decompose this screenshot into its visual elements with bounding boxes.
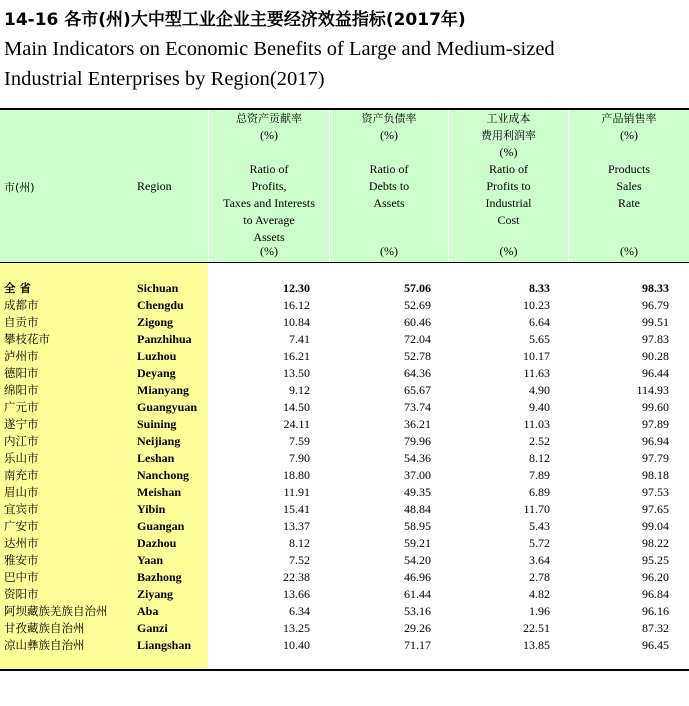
cell-region-en: Ganzi [137,621,168,635]
cell-asset-contribution: 12.30 [283,281,310,295]
cell-debt-ratio: 65.67 [404,383,431,397]
table-row [0,348,689,365]
header-region-en: Region [137,179,172,193]
cell-sales-rate: 96.20 [642,570,669,584]
cell-region-cn: 巴中市 [4,570,39,584]
cell-sales-rate: 97.83 [642,332,669,346]
table-row [0,399,689,416]
cell-region-cn: 攀枝花市 [4,332,50,346]
cell-cost-profit: 5.43 [529,519,550,533]
table-row-total [0,280,689,297]
cell-region-cn: 资阳市 [4,587,39,601]
table-row [0,314,689,331]
cell-sales-rate: 99.51 [642,315,669,329]
cell-region-en: Leshan [137,451,175,465]
cell-asset-contribution: 6.34 [289,604,310,618]
cell-debt-ratio: 79.96 [404,434,431,448]
cell-cost-profit: 9.40 [529,400,550,414]
cell-asset-contribution: 16.12 [283,298,310,312]
cell-cost-profit: 2.52 [529,434,550,448]
cell-region-en: Yaan [137,553,164,567]
cell-region-en: Panzhihua [137,332,192,346]
cell-sales-rate: 99.04 [642,519,669,533]
cell-sales-rate: 114.93 [636,383,669,397]
cell-cost-profit: 2.78 [529,570,550,584]
cell-asset-contribution: 8.12 [289,536,310,550]
header-col-sales-rate: 产品销售率 (%) Products Sales Rate (%) [601,112,657,258]
cell-sales-rate: 96.79 [642,298,669,312]
cell-cost-profit: 11.63 [523,366,550,380]
cell-cost-profit: 1.96 [529,604,550,618]
table-row [0,382,689,399]
cell-cost-profit: 4.90 [529,383,550,397]
cell-debt-ratio: 36.21 [404,417,431,431]
cell-region-cn: 德阳市 [4,366,39,380]
cell-region-en: Zigong [137,315,174,329]
table-row [0,518,689,535]
cell-cost-profit: 13.85 [523,638,550,652]
table-row [0,501,689,518]
cell-debt-ratio: 73.74 [404,400,431,414]
cell-debt-ratio: 71.17 [404,638,431,652]
cell-region-cn: 自贡市 [4,315,39,329]
cell-sales-rate: 87.32 [642,621,669,635]
cell-asset-contribution: 13.50 [283,366,310,380]
header-col-asset-contribution: 总资产贡献率 (%) Ratio of Profits, Taxes and Interests to Average Assets (%) [223,112,315,258]
cell-sales-rate: 97.89 [642,417,669,431]
cell-debt-ratio: 49.35 [404,485,431,499]
cell-asset-contribution: 7.41 [289,332,310,346]
cell-debt-ratio: 61.44 [404,587,431,601]
cell-region-en: Sichuan [137,281,179,295]
cell-asset-contribution: 13.66 [283,587,310,601]
table-row [0,416,689,433]
cell-asset-contribution: 22.38 [283,570,310,584]
cell-region-en: Suining [137,417,177,431]
cell-cost-profit: 11.03 [523,417,550,431]
cell-cost-profit: 10.17 [523,349,550,363]
page-subtitle-en-line2: Industrial Enterprises by Region(2017) [4,68,325,90]
cell-sales-rate: 96.16 [642,604,669,618]
cell-cost-profit: 10.23 [523,298,550,312]
cell-debt-ratio: 72.04 [404,332,431,346]
table-header-rule [0,262,689,263]
cell-cost-profit: 5.65 [529,332,550,346]
cell-debt-ratio: 54.20 [404,553,431,567]
cell-region-cn: 泸州市 [4,349,39,363]
cell-region-cn: 乐山市 [4,451,39,465]
cell-debt-ratio: 60.46 [404,315,431,329]
cell-sales-rate: 96.84 [642,587,669,601]
cell-sales-rate: 96.44 [642,366,669,380]
cell-cost-profit: 8.12 [529,451,550,465]
cell-asset-contribution: 24.11 [283,417,310,431]
cell-sales-rate: 97.65 [642,502,669,516]
cell-asset-contribution: 7.59 [289,434,310,448]
cell-region-en: Yibin [137,502,166,516]
cell-region-cn: 阿坝藏族羌族自治州 [4,604,108,618]
cell-cost-profit: 22.51 [523,621,550,635]
cell-sales-rate: 99.60 [642,400,669,414]
cell-region-cn: 内江市 [4,434,39,448]
cell-sales-rate: 96.45 [642,638,669,652]
cell-region-en: Nanchong [137,468,190,482]
cell-cost-profit: 6.89 [529,485,550,499]
cell-region-cn: 雅安市 [4,553,39,567]
cell-asset-contribution: 7.52 [289,553,310,567]
cell-asset-contribution: 18.80 [283,468,310,482]
table-row [0,620,689,637]
cell-region-cn: 宜宾市 [4,502,39,516]
cell-sales-rate: 96.94 [642,434,669,448]
page-title: 14-16 各市(州)大中型工业企业主要经济效益指标(2017年) [4,10,466,30]
cell-debt-ratio: 54.36 [404,451,431,465]
cell-region-cn: 成都市 [4,298,39,312]
table-row [0,535,689,552]
cell-sales-rate: 98.22 [642,536,669,550]
table-row [0,586,689,603]
cell-asset-contribution: 10.40 [283,638,310,652]
cell-region-en: Chengdu [137,298,184,312]
cell-asset-contribution: 13.37 [283,519,310,533]
table-row [0,365,689,382]
cell-region-cn: 广安市 [4,519,39,533]
cell-debt-ratio: 37.00 [404,468,431,482]
cell-asset-contribution: 13.25 [283,621,310,635]
cell-cost-profit: 4.82 [529,587,550,601]
cell-region-en: Liangshan [137,638,192,652]
cell-cost-profit: 3.64 [529,553,550,567]
cell-sales-rate: 97.53 [642,485,669,499]
cell-region-cn: 遂宁市 [4,417,39,431]
table-row [0,637,689,654]
cell-cost-profit: 6.64 [529,315,550,329]
cell-asset-contribution: 11.91 [283,485,310,499]
cell-region-cn: 绵阳市 [4,383,39,397]
cell-asset-contribution: 10.84 [283,315,310,329]
table-row [0,331,689,348]
cell-debt-ratio: 52.69 [404,298,431,312]
cell-region-en: Dazhou [137,536,177,550]
cell-sales-rate: 98.18 [642,468,669,482]
cell-asset-contribution: 15.41 [283,502,310,516]
cell-asset-contribution: 16.21 [283,349,310,363]
table-row [0,552,689,569]
cell-debt-ratio: 59.21 [404,536,431,550]
cell-cost-profit: 8.33 [529,281,550,295]
header-city-cn: 市(州) [4,181,35,194]
cell-region-en: Bazhong [137,570,182,584]
cell-sales-rate: 98.33 [642,281,669,295]
table-row [0,450,689,467]
cell-asset-contribution: 7.90 [289,451,310,465]
cell-region-en: Guangan [137,519,185,533]
header-col-cost-profit: 工业成本 费用利润率 (%) Ratio of Profits to Industrial Cost (%) [481,112,536,258]
cell-region-cn: 广元市 [4,400,39,414]
table-bottom-rule [0,669,689,671]
table-row [0,569,689,586]
table-row [0,603,689,620]
cell-debt-ratio: 48.84 [404,502,431,516]
cell-debt-ratio: 29.26 [404,621,431,635]
cell-region-en: Mianyang [137,383,190,397]
cell-region-en: Aba [137,604,159,618]
cell-sales-rate: 90.28 [642,349,669,363]
page-subtitle-en-line1: Main Indicators on Economic Benefits of Large and Medium-sized [4,38,555,60]
cell-debt-ratio: 46.96 [404,570,431,584]
cell-region-cn: 眉山市 [4,485,39,499]
cell-cost-profit: 5.72 [529,536,550,550]
cell-debt-ratio: 53.16 [404,604,431,618]
table-row [0,433,689,450]
cell-asset-contribution: 14.50 [283,400,310,414]
cell-debt-ratio: 58.95 [404,519,431,533]
cell-region-en: Deyang [137,366,176,380]
cell-asset-contribution: 9.12 [289,383,310,397]
cell-region-en: Luzhou [137,349,177,363]
cell-region-en: Meishan [137,485,182,499]
table-row [0,467,689,484]
cell-region-cn: 凉山彝族自治州 [4,638,85,652]
cell-region-en: Neijiang [137,434,181,448]
cell-sales-rate: 97.79 [642,451,669,465]
cell-debt-ratio: 64.36 [404,366,431,380]
cell-sales-rate: 95.25 [642,553,669,567]
cell-region-en: Ziyang [137,587,174,601]
table-row [0,484,689,501]
table-row [0,297,689,314]
cell-region-cn: 甘孜藏族自治州 [4,621,85,635]
cell-debt-ratio: 57.06 [404,281,431,295]
cell-region-cn: 达州市 [4,536,39,550]
cell-region-cn: 全 省 [4,281,32,295]
cell-region-cn: 南充市 [4,468,39,482]
header-col-debt-ratio: 资产负债率 (%) Ratio of Debts to Assets (%) [361,112,417,258]
table-body [0,280,689,654]
cell-debt-ratio: 52.78 [404,349,431,363]
cell-cost-profit: 7.89 [529,468,550,482]
cell-cost-profit: 11.70 [523,502,550,516]
cell-region-en: Guangyuan [137,400,198,414]
